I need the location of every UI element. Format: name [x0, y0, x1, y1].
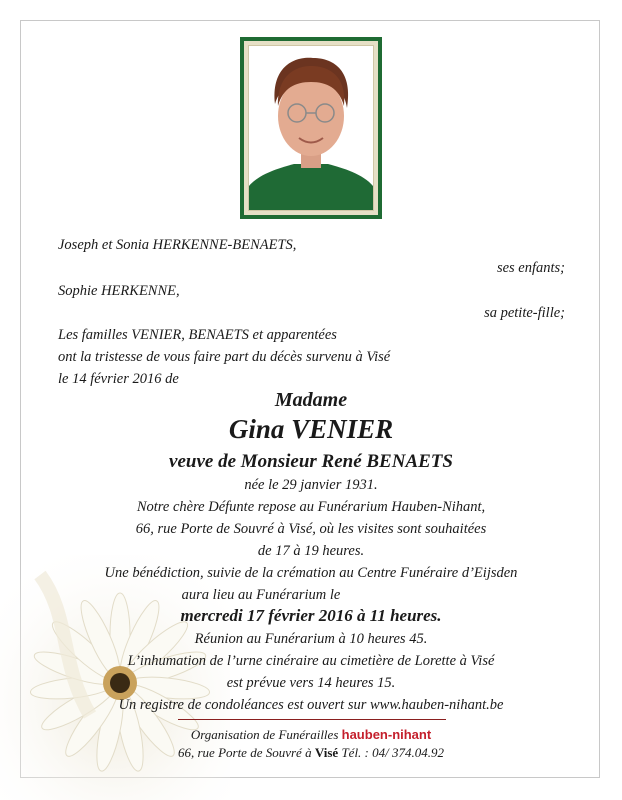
footer-rule	[178, 719, 446, 720]
portrait-frame	[240, 37, 382, 219]
brand-name: hauben-nihant	[341, 727, 432, 742]
ceremony-line-2: aura lieu au Funérarium le	[181, 587, 341, 603]
meeting-time: Réunion au Funérarium à 10 heures 45.	[194, 631, 428, 647]
footer-organisation	[0, 727, 622, 743]
details-line-1: Notre chère Défunte repose au Funérarium Hauben-Nihant,	[136, 499, 486, 515]
family-children: Joseph et Sonia HERKENNE-BENAETS,	[58, 237, 297, 253]
organisation-label: Organisation de Funérailles	[190, 727, 339, 742]
family-granddaughter-role: sa petite-fille;	[484, 305, 565, 321]
condolence-register: Un registre de condoléances est ouvert sur www.hauben-nihant.be	[118, 697, 504, 713]
ceremony-date: mercredi 17 février 2016 à 11 heures.	[180, 606, 442, 625]
family-others: Les familles VENIER, BENAETS et apparentées	[58, 327, 337, 343]
address-town: Visé	[314, 745, 339, 760]
family-children-role: ses enfants;	[496, 260, 565, 276]
deceased-name: Gina VENIER	[228, 414, 394, 444]
birth-date: née le 29 janvier 1931.	[244, 477, 378, 493]
address-phone: Tél. : 04/ 374.04.92	[341, 745, 444, 760]
deceased-title: Madame	[274, 389, 348, 411]
burial-line-1: L’inhumation de l’urne cinéraire au cimetière de Lorette à Visé	[127, 653, 495, 669]
footer-address	[0, 745, 622, 761]
ceremony-line-1: Une bénédiction, suivie de la crémation au Centre Funéraire d’Eijsden	[104, 565, 518, 581]
death-date: le 14 février 2016 de	[58, 371, 179, 387]
address-street: 66, rue Porte de Souvré à	[177, 745, 312, 760]
details-line-2: 66, rue Porte de Souvré à Visé, où les visites sont souhaitées	[135, 521, 487, 537]
deceased-spouse: veuve de Monsieur René BENAETS	[169, 451, 453, 472]
announcement-text: ont la tristesse de vous faire part du décès survenu à Visé	[58, 349, 391, 365]
portrait-photo	[248, 45, 374, 211]
burial-line-2: est prévue vers 14 heures 15.	[226, 675, 396, 691]
visiting-hours: de 17 à 19 heures.	[257, 543, 365, 559]
family-granddaughter: Sophie HERKENNE,	[58, 283, 180, 299]
